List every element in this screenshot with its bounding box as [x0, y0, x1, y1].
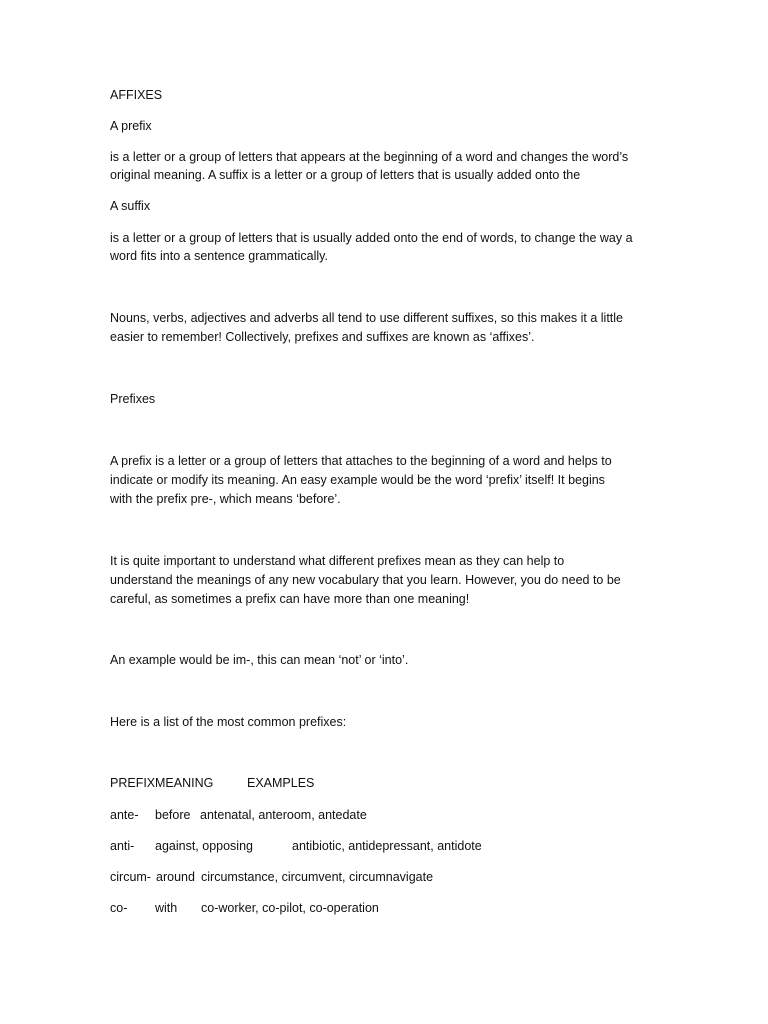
suffix-definition-line-1: is a letter or a group of letters that is usually added onto the end of words, to change the way a [110, 231, 633, 245]
prefix-intro-line-3: with the prefix pre-, which means ‘before’. [110, 492, 341, 506]
importance-paragraph-line-3: careful, as sometimes a prefix can have more than one meaning! [110, 592, 470, 606]
table-header-prefix: PREFIX [110, 776, 156, 790]
document-title: AFFIXES [110, 88, 163, 102]
table-row-examples: antibiotic, antidepressant, antidote [292, 839, 482, 853]
table-header-meaning: MEANING [155, 776, 214, 790]
importance-paragraph-line-1: It is quite important to understand what different prefixes mean as they can help to [110, 554, 565, 568]
table-row-examples: co-worker, co-pilot, co-operation [201, 901, 379, 915]
nouns-paragraph-line-1: Nouns, verbs, adjectives and adverbs all tend to use different suffixes, so this makes it a little [110, 311, 624, 325]
table-row-prefix: anti- [110, 839, 135, 853]
table-row-examples: antenatal, anteroom, antedate [200, 808, 367, 822]
table-row-meaning: around [156, 870, 195, 884]
prefix-definition-line-2: original meaning. A suffix is a letter or a group of letters that is usually added onto the [110, 168, 581, 182]
table-header-examples: EXAMPLES [247, 776, 315, 790]
prefix-definition-line-1: is a letter or a group of letters that appears at the beginning of a word and changes the word’s [110, 150, 629, 164]
prefix-intro-line-2: indicate or modify its meaning. An easy example would be the word ‘prefix’ itself! It begins [110, 473, 605, 487]
table-row-meaning: with [155, 901, 178, 915]
example-line: An example would be im-, this can mean ‘not’ or ‘into’. [110, 653, 409, 667]
prefix-heading: A prefix [110, 119, 152, 133]
table-row-meaning: against, opposing [155, 839, 253, 853]
nouns-paragraph-line-2: easier to remember! Collectively, prefixes and suffixes are known as ‘affixes’. [110, 330, 535, 344]
importance-paragraph-line-2: understand the meanings of any new vocabulary that you learn. However, you do need to be [110, 573, 621, 587]
list-intro: Here is a list of the most common prefixes: [110, 715, 347, 729]
table-row-prefix: circum- [110, 870, 151, 884]
prefixes-heading: Prefixes [110, 392, 156, 406]
suffix-heading: A suffix [110, 199, 151, 213]
table-row-prefix: ante- [110, 808, 139, 822]
table-row-meaning: before [155, 808, 191, 822]
table-row-examples: circumstance, circumvent, circumnavigate [201, 870, 434, 884]
suffix-definition-line-2: word fits into a sentence grammatically. [110, 249, 328, 263]
prefix-intro-line-1: A prefix is a letter or a group of letters that attaches to the beginning of a word and helps to [110, 454, 612, 468]
table-row-prefix: co- [110, 901, 128, 915]
